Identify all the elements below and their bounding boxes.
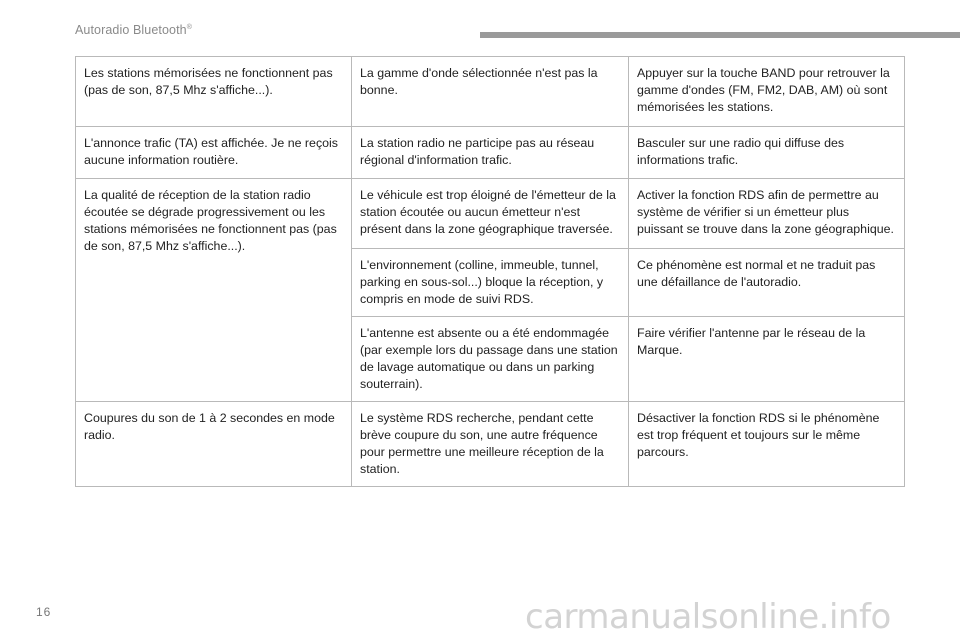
page-header-title (75, 23, 192, 37)
cause-cell: Le véhicule est trop éloigné de l'émetteur de la station écoutée ou aucun émetteur n'est présent dans la zone géographique traversée. (352, 179, 629, 249)
solution-cell: Appuyer sur la touche BAND pour retrouver la gamme d'ondes (FM, FM2, DAB, AM) où sont mémorisées les stations. (629, 57, 905, 127)
solution-cell: Désactiver la fonction RDS si le phénomène est trop fréquent et toujours sur le même parcours. (629, 402, 905, 487)
table-row (76, 402, 905, 487)
problem-cell: Les stations mémorisées ne fonctionnent pas (pas de son, 87,5 Mhz s'affiche...). (76, 57, 352, 127)
solution-cell: Basculer sur une radio qui diffuse des informations trafic. (629, 127, 905, 179)
table-row (76, 127, 905, 179)
page-number: 16 (36, 605, 52, 619)
problem-cell: La qualité de réception de la station radio écoutée se dégrade progressivement ou les stations mémorisées ne fonctionnent pas (pas de son, 87,5 Mhz s'affiche...). (76, 179, 352, 402)
cause-cell: La station radio ne participe pas au réseau régional d'information trafic. (352, 127, 629, 179)
solution-cell: Activer la fonction RDS afin de permettre au système de vérifier si un émetteur plus puissant se trouve dans la zone géographique. (629, 179, 905, 249)
header-rule (480, 32, 960, 38)
header-title-text: Autoradio Bluetooth (75, 23, 187, 37)
solution-cell: Faire vérifier l'antenne par le réseau de la Marque. (629, 317, 905, 402)
cause-cell: Le système RDS recherche, pendant cette brève coupure du son, une autre fréquence pour permettre une meilleure réception de la station. (352, 402, 629, 487)
table-row (76, 57, 905, 127)
table-row (76, 179, 905, 249)
cause-cell: La gamme d'onde sélectionnée n'est pas la bonne. (352, 57, 629, 127)
problem-cell: L'annonce trafic (TA) est affichée. Je ne reçois aucune information routière. (76, 127, 352, 179)
watermark: carmanualsonline.info (525, 597, 891, 637)
troubleshooting-table (75, 56, 905, 487)
problem-cell: Coupures du son de 1 à 2 secondes en mode radio. (76, 402, 352, 487)
cause-cell: L'antenne est absente ou a été endommagée (par exemple lors du passage dans une station de lavage automatique ou dans un parking souterrain). (352, 317, 629, 402)
cause-cell: L'environnement (colline, immeuble, tunnel, parking en sous-sol...) bloque la réception, y compris en mode de suivi RDS. (352, 249, 629, 317)
solution-cell: Ce phénomène est normal et ne traduit pas une défaillance de l'autoradio. (629, 249, 905, 317)
registered-mark: ® (186, 23, 192, 31)
